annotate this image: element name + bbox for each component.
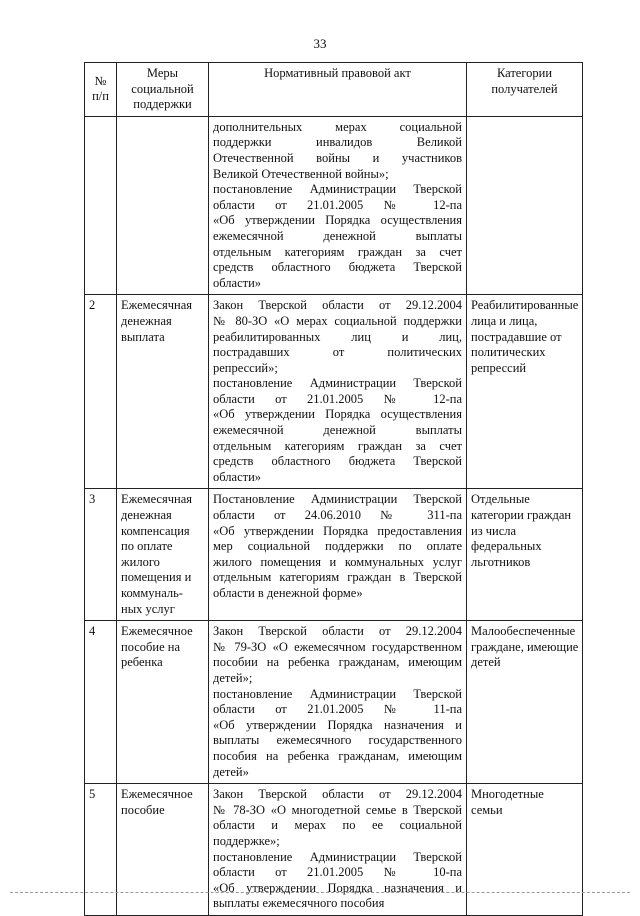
legal-act-cell-line: отдельным категориям граждан за счет [213,438,462,453]
social-support-table [84,62,583,916]
scan-edge-artifact [10,892,630,893]
legal-act-cell-line: поддержке»; [213,833,280,848]
measure-cell-line: денежная [121,313,172,328]
legal-act-cell [209,784,467,916]
recipient-category-cell-line: Многодетные [471,787,544,802]
legal-act-cell [209,489,467,621]
header-num: № п/п [85,63,117,117]
recipient-category-cell-line: лица и лица, [471,313,538,328]
legal-act-cell-line: «Об утверждении Порядка назначения и [213,717,462,732]
legal-act-cell-line: № 79-ЗО «О ежемесячном государственном [213,639,462,654]
measure-cell-line: помещения и [121,570,192,585]
page-number: 33 [313,36,327,51]
legal-act-cell-line: выплаты ежемесячного пособия [213,896,385,911]
legal-act-cell-line: постановление Администрации Тверской [213,686,462,701]
row-number: 2 [85,295,117,489]
legal-act-cell-line: № 78-ЗО «О многодетной семье в Тверской [213,802,462,817]
legal-act-cell-line: выплаты ежемесячного государственного [213,733,462,748]
recipient-category-cell-line: пострадавшие от [471,329,562,344]
legal-act-cell-line: средств областного бюджета Тверской [213,454,462,469]
legal-act-cell-line: области от 21.01.2005 № 11-па [213,702,462,717]
legal-act-cell-line: области и мерах по ее социальной [213,818,462,833]
row-number: 4 [85,621,117,784]
legal-act-cell-line: пособия на ребенка гражданам, имеющим [213,748,462,763]
legal-act-cell [209,621,467,784]
recipient-category-cell-line: Малообеспеченные [471,624,576,639]
recipient-category-cell-line: политических [471,345,546,360]
measure-cell-line: по оплате [121,539,173,554]
measure-cell-line: Ежемесячное [121,624,193,639]
measure-cell-line: ных услуг [121,601,175,616]
legal-act-cell-line: области от 21.01.2005 № 10-па [213,865,462,880]
table-row [85,295,583,489]
legal-act-cell-line: Закон Тверской области от 29.12.2004 [213,624,462,639]
recipient-category-cell-line: льготников [471,554,531,569]
header-category: Категории получателей [467,63,583,117]
legal-act-cell-line: «Об утверждении Порядка назначения и [213,880,462,895]
measure-cell-line: пособие на [121,639,181,654]
legal-act-cell-line: области от 24.06.2010 № 311-па [213,508,462,523]
legal-act-cell-line: № 80-ЗО «О мерах социальной поддержки [213,313,462,328]
legal-act-cell-line: постановление Администрации Тверской [213,376,462,391]
legal-act-cell-line: пострадавших от политических [213,345,462,360]
legal-act-cell-line: мер социальной поддержки по оплате [213,539,462,554]
legal-act-cell-line: области в денежной форме» [213,586,363,600]
legal-act-cell-line: поддержки инвалидов Великой [213,135,462,150]
recipient-category-cell-line: детей [471,655,501,670]
recipient-category-cell-line: семьи [471,802,503,817]
recipient-category-cell-line: Отдельные [471,492,530,507]
measure-cell-line: Ежемесячная [121,492,192,507]
measure-cell-line: Ежемесячная [121,298,192,313]
legal-act-cell-line: «Об утверждении Порядка осуществления [213,407,462,422]
legal-act-cell-line: репрессий»; [213,360,278,375]
legal-act-cell-line: Постановление Администрации Тверской [213,492,462,507]
legal-act-cell-line: постановление Администрации Тверской [213,849,462,864]
legal-act-cell-line: Закон Тверской области от 29.12.2004 [213,787,462,802]
legal-act-cell-line: области» [213,469,262,484]
table-header-row [85,63,583,117]
legal-act-cell-line: Великой Отечественной войны»; [213,166,389,181]
legal-act-cell-line: детей»; [213,670,253,685]
measure-cell-line: коммуналь- [121,586,183,600]
measure-cell-line: выплата [121,329,165,344]
legal-act-cell-line: области» [213,275,262,290]
legal-act-cell-line: реабилитированных лиц и лиц, [213,329,462,344]
measure-cell-line: пособие [121,802,165,817]
legal-act-cell-line: жилого помещения и коммунальных услуг [213,554,462,569]
measure-cell-line: жилого [121,554,160,569]
measure-cell [117,621,209,784]
measure-cell-line: ребенка [121,655,163,670]
recipient-category-cell [467,784,583,916]
legal-act-cell-line: отдельным категориям граждан за счет [213,244,462,259]
legal-act-cell-line: «Об утверждении Порядка предоставления [213,523,462,538]
measure-cell [117,784,209,916]
recipient-category-cell-line: федеральных [471,539,542,554]
recipient-category-cell [467,621,583,784]
legal-act-cell-line: области от 21.01.2005 № 12-па [213,391,462,406]
recipient-category-cell-line: из числа [471,523,517,538]
legal-act-cell [209,116,467,295]
legal-act-cell-line: Закон Тверской области от 29.12.2004 [213,298,462,313]
legal-act-cell-line: постановление Администрации Тверской [213,182,462,197]
legal-act-cell-line: «Об утверждении Порядка осуществления [213,213,462,228]
measure-cell-line: компенсация [121,523,190,538]
legal-act-cell-line: ежемесячной денежной выплаты [213,228,462,243]
header-measures: Меры социальной поддержки [117,63,209,117]
legal-act-cell-line: дополнительных мерах социальной [213,119,462,134]
measure-cell [117,489,209,621]
table-row [85,116,583,295]
legal-act-cell-line: области от 21.01.2005 № 12-па [213,197,462,212]
row-number: 3 [85,489,117,621]
legal-act-cell-line: Отечественной войны и участников [213,150,462,165]
row-number: 5 [85,784,117,916]
legal-act-cell-line: детей» [213,764,249,779]
legal-act-cell-line: отдельным категориям граждан в Тверской [213,570,462,585]
table-row [85,621,583,784]
row-number [85,116,117,295]
measure-cell [117,295,209,489]
recipient-category-cell [467,116,583,295]
recipient-category-cell [467,295,583,489]
table-row [85,489,583,621]
legal-act-cell-line: средств областного бюджета Тверской [213,260,462,275]
recipient-category-cell-line: граждане, имеющие [471,639,579,654]
recipient-category-cell-line: категории граждан [471,508,572,523]
table-row [85,784,583,916]
legal-act-cell [209,295,467,489]
measure-cell-line: Ежемесячное [121,787,193,802]
measure-cell-line: денежная [121,508,172,523]
recipient-category-cell-line: Реабилитированные [471,298,579,313]
header-act: Нормативный правовой акт [209,63,467,117]
legal-act-cell-line: ежемесячной денежной выплаты [213,423,462,438]
legal-act-cell-line: пособии на ребенка гражданам, имеющим [213,655,462,670]
recipient-category-cell [467,489,583,621]
recipient-category-cell-line: репрессий [471,360,527,375]
measure-cell [117,116,209,295]
